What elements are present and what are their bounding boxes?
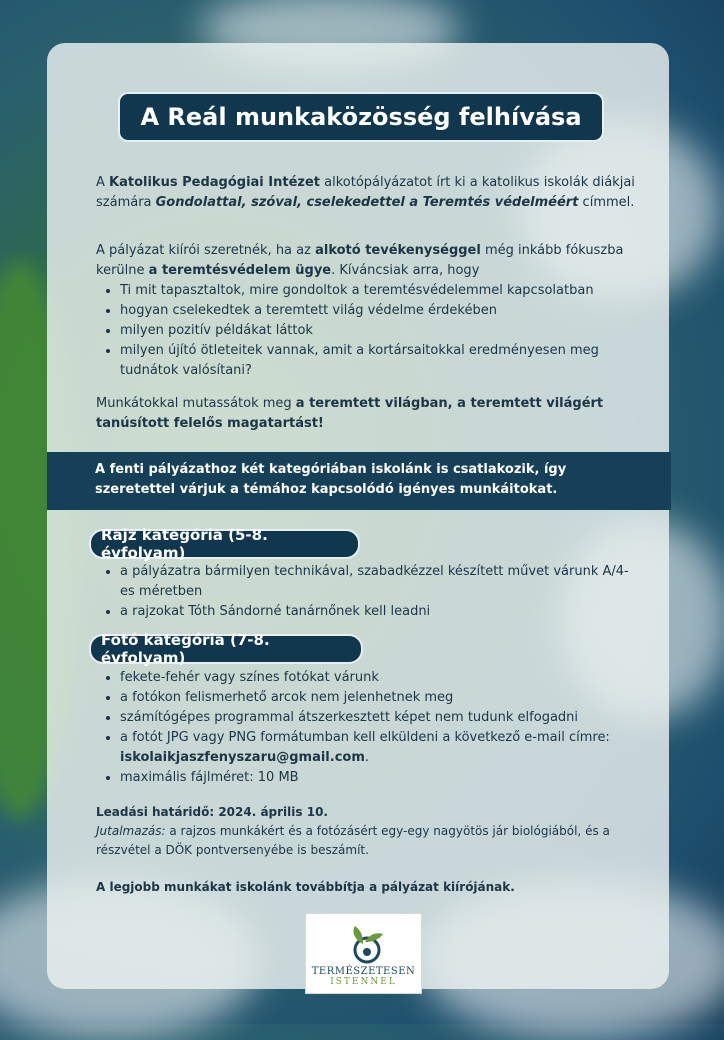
list-item: • milyen pozitív példákat láttok [120,321,642,341]
page-title: A Reál munkaközösség felhívása [118,92,604,142]
list-item: • milyen újító ötleteitek vannak, amit a kortársaitokkal eredményesen meg tudnátok valósítani? [120,341,642,381]
intro-paragraph-2: A pályázat kiírói szeretnék, ha az alkotó tevékenységgel még inkább fókuszba kerülne a teremtésvédelem ügye. Kíváncsiak arra, hogy • Ti mit tapasztaltok, mire gondoltok a teremtésvédelemmel kapcsolatban • hogyan cselekedtek a teremtett világ védelme érdekében • milyen pozitív példákat láttok • milyen újító ötleteitek vannak, amit a kortársaitokkal eredményesen meg tudnátok valósítani? [96,241,642,381]
drawing-category-heading: Rajz kategória (5-8. évfolyam) [89,529,360,559]
closing-text: A legjobb munkákat iskolánk továbbítja a pályázat kiírójának. [96,880,515,894]
list-item: • a rajzokat Tóth Sándorné tanárnőnek kell leadni [120,602,642,622]
questions-list [96,281,642,381]
list-item: • fekete-fehér vagy színes fotókat várunk [120,668,642,688]
logo-text-line2: ISTENNEL [330,977,397,987]
list-item: • a fotókon felismerhető arcok nem jelenhetnek meg [120,688,642,708]
announcement-banner: A fenti pályázathoz két kategóriában iskolánk is csatlakozik, így szeretettel várjuk a témához kapcsolódó igényes munkáitokat. [47,452,671,510]
competition-title: Gondolattal, szóval, cselekedettel a Teremtés védelméért [155,195,579,210]
list-item: • maximális fájlméret: 10 MB [120,768,642,788]
intro-paragraph-1: A Katolikus Pedagógiai Intézet alkotópályázatot írt ki a katolikus iskolák diákjai számára Gondolattal, szóval, cselekedettel a Teremtés védelméért címmel. [96,175,635,210]
deadline-text: Leadási határidő: 2024. április 10. [96,805,328,819]
logo [305,913,422,994]
list-item: • a pályázatra bármilyen technikával, szabadkézzel készített művet várunk A/4-es méretben [120,562,642,602]
reward-text: Jutalmazás: a rajzos munkákért és a fotózásért egy-egy nagyötös jár biológiából, és a részvétel a DÖK pontversenyébe is beszámít. [96,824,610,857]
intro-paragraph-3: Munkátokkal mutassátok meg a teremtett világban, a teremtett világért tanúsított felelős magatartást! [96,396,604,431]
list-item: • hogyan cselekedtek a teremtett világ védelme érdekében [120,301,642,321]
sprout-icon [341,922,387,966]
email-address: iskolaikjaszfenyszaru@gmail.com [120,750,365,765]
logo-text-line1: TERMÉSZETESEN [311,966,416,977]
photo-category-rules [96,668,642,788]
drawing-category-rules [96,562,642,622]
photo-category-heading: Fotó kategória (7-8. évfolyam) [89,634,363,664]
organization-name: Katolikus Pedagógiai Intézet [109,175,320,190]
list-item: • számítógépes programmal átszerkesztett képet nem tudunk elfogadni [120,708,642,728]
list-item: • Ti mit tapasztaltok, mire gondoltok a teremtésvédelemmel kapcsolatban [120,281,642,301]
list-item: • a fotót JPG vagy PNG formátumban kell elküldeni a következő e-mail címre: iskolaikjaszfenyszaru@gmail.com. [120,728,642,768]
